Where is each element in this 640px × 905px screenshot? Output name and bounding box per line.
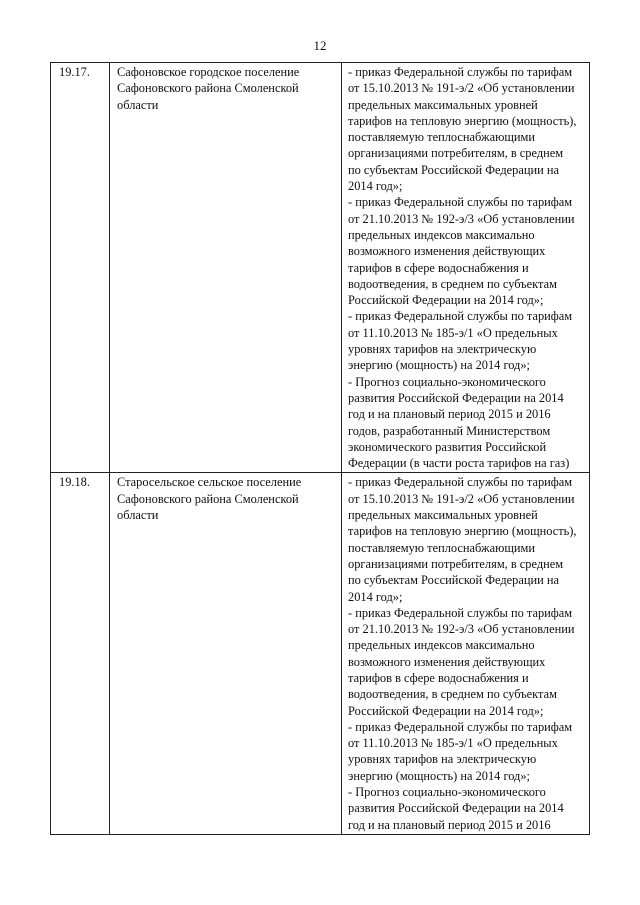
source-line: - Прогноз социально-экономического <box>348 785 546 800</box>
source-line: от 21.10.2013 № 192-э/3 «Об установлении <box>348 622 575 637</box>
document-table <box>50 62 590 835</box>
table-body <box>51 63 590 835</box>
row-number-cell: 19.18. <box>51 473 110 835</box>
source-line: год и на плановый период 2015 и 2016 <box>348 817 551 832</box>
source-line: развития Российской Федерации на 2014 <box>348 801 564 816</box>
source-line: от 15.10.2013 № 191-э/2 «Об установлении <box>348 491 575 506</box>
source-line: водоотведения, в среднем по субъектам <box>348 687 557 702</box>
source-line: тарифов в сфере водоснабжения и <box>348 260 529 275</box>
source-line: 2014 год»; <box>348 589 403 604</box>
source-line: водоотведения, в среднем по субъектам <box>348 276 557 291</box>
source-line: от 11.10.2013 № 185-э/1 «О предельных <box>348 325 558 340</box>
row-number-cell: 19.17. <box>51 63 110 473</box>
sources-cell <box>342 63 590 473</box>
source-line: экономического развития Российской <box>348 439 547 454</box>
source-line: по субъектам Российской Федерации на <box>348 162 559 177</box>
municipality-name-cell: Старосельское сельское поселение Сафоновского района Смоленской области <box>110 473 342 835</box>
source-line: - приказ Федеральной службы по тарифам <box>348 65 573 79</box>
source-line: возможного изменения действующих <box>348 244 546 259</box>
source-line: Российской Федерации на 2014 год»; <box>348 703 544 718</box>
source-line: - приказ Федеральной службы по тарифам <box>348 719 573 734</box>
sources-cell <box>342 473 590 835</box>
source-line: тарифов в сфере водоснабжения и <box>348 670 529 685</box>
source-line: уровнях тарифов на электрическую <box>348 342 537 357</box>
source-line: поставляемую теплоснабжающими <box>348 540 535 555</box>
source-line: от 11.10.2013 № 185-э/1 «О предельных <box>348 736 558 751</box>
source-line: - приказ Федеральной службы по тарифам <box>348 605 573 620</box>
source-line: год и на плановый период 2015 и 2016 <box>348 407 551 422</box>
source-line: Российской Федерации на 2014 год»; <box>348 293 544 308</box>
municipality-name-cell: Сафоновское городское поселение Сафоновского района Смоленской области <box>110 63 342 473</box>
page-number: 12 <box>313 38 327 53</box>
source-line: энергию (мощность) на 2014 год»; <box>348 358 530 373</box>
source-line: Федерации (в части роста тарифов на газ) <box>348 456 570 471</box>
table-row <box>51 473 590 835</box>
source-line: предельных индексов максимально <box>348 638 535 653</box>
source-line: по субъектам Российской Федерации на <box>348 573 559 588</box>
source-line: энергию (мощность) на 2014 год»; <box>348 768 530 783</box>
source-line: поставляемую теплоснабжающими <box>348 130 535 145</box>
source-line: уровнях тарифов на электрическую <box>348 752 537 767</box>
source-line: предельных максимальных уровней <box>348 508 538 523</box>
source-line: - приказ Федеральной службы по тарифам <box>348 475 573 490</box>
source-line: тарифов на тепловую энергию (мощность), <box>348 113 577 128</box>
source-line: годов, разработанный Министерством <box>348 423 551 438</box>
source-line: организациями потребителям, в среднем <box>348 146 564 161</box>
table-row <box>51 63 590 473</box>
source-line: от 15.10.2013 № 191-э/2 «Об установлении <box>348 81 575 96</box>
source-line: тарифов на тепловую энергию (мощность), <box>348 524 577 539</box>
source-line: 2014 год»; <box>348 179 403 194</box>
source-line: организациями потребителям, в среднем <box>348 556 564 571</box>
source-line: возможного изменения действующих <box>348 654 546 669</box>
source-line: - Прогноз социально-экономического <box>348 374 546 389</box>
source-line: - приказ Федеральной службы по тарифам <box>348 195 573 210</box>
source-line: развития Российской Федерации на 2014 <box>348 390 564 405</box>
source-line: - приказ Федеральной службы по тарифам <box>348 309 573 324</box>
source-line: предельных индексов максимально <box>348 227 535 242</box>
source-line: предельных максимальных уровней <box>348 97 538 112</box>
source-line: от 21.10.2013 № 192-э/3 «Об установлении <box>348 211 575 226</box>
